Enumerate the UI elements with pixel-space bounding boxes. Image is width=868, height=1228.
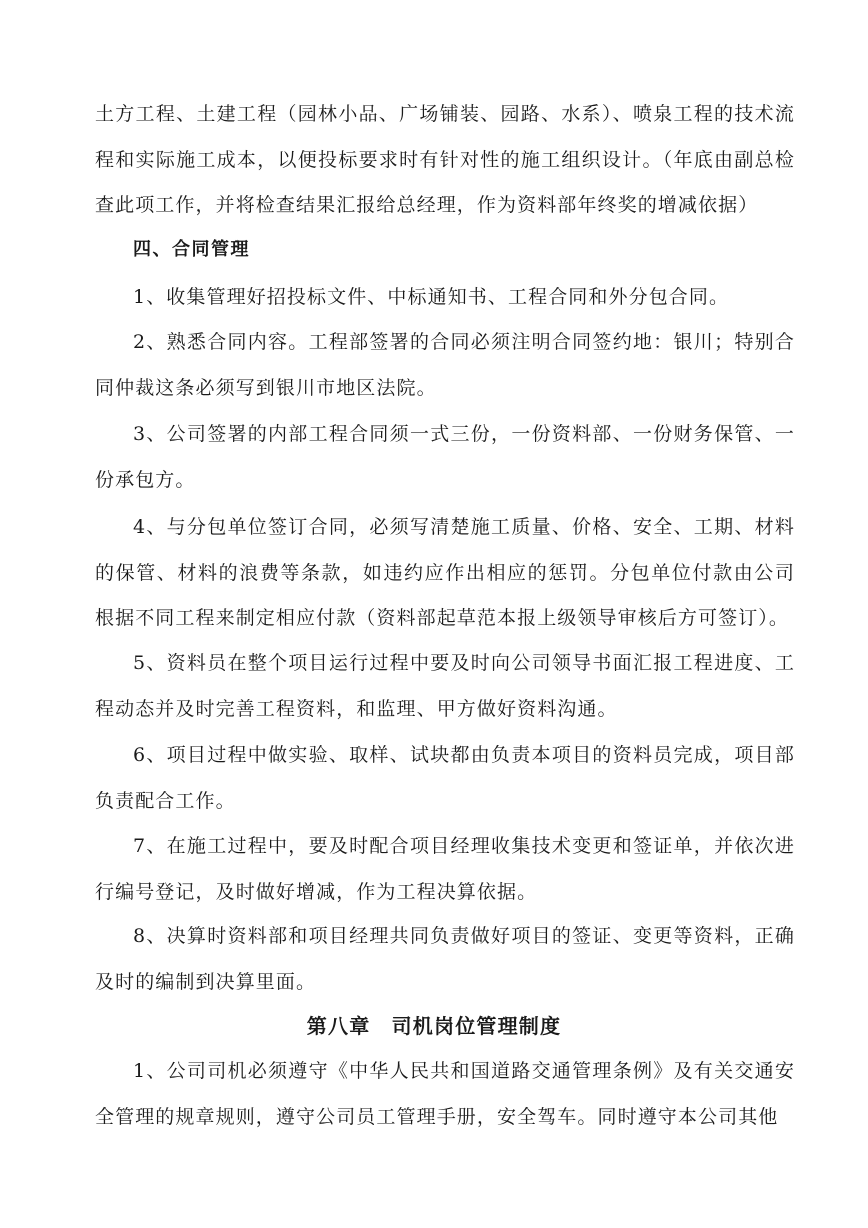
contract-item-8: 8、决算时资料部和项目经理共同负责做好项目的签证、变更等资料，正确及时的编制到决算里面。: [95, 925, 795, 993]
contract-item-2: 2、熟悉合同内容。工程部签署的合同必须注明合同签约地：银川；特别合同仲裁这条必须写到银川市地区法院。: [95, 331, 795, 399]
contract-item-3: 3、公司签署的内部工程合同须一式三份，一份资料部、一份财务保管、一份承包方。: [95, 423, 795, 491]
driver-item-1: 1、公司司机必须遵守《中华人民共和国道路交通管理条例》及有关交通安全管理的规章规则，遵守公司员工管理手册，安全驾车。同时遵守本公司其他: [95, 1060, 795, 1128]
contract-item-6: 6、项目过程中做实验、取样、试块都由负责本项目的资料员完成，项目部负责配合工作。: [95, 744, 795, 812]
contract-item-4: 4、与分包单位签订合同，必须写清楚施工质量、价格、安全、工期、材料的保管、材料的浪费等条款，如违约应作出相应的惩罚。分包单位付款由公司根据不同工程来制定相应付款（资料部起草范本报上级领导审核后方可签订）。: [95, 516, 795, 629]
section-heading-contract-management: 四、合同管理: [133, 239, 250, 260]
chapter-heading-driver-management: 第八章 司机岗位管理制度: [306, 1014, 562, 1038]
contract-item-5: 5、资料员在整个项目运行过程中要及时向公司领导书面汇报工程进度、工程动态并及时完善工程资料，和监理、甲方做好资料沟通。: [95, 652, 795, 720]
intro-paragraph: 土方工程、土建工程（园林小品、广场铺装、园路、水系）、喷泉工程的技术流程和实际施工成本，以便投标要求时有针对性的施工组织设计。（年底由副总检查此项工作，并将检查结果汇报给总经理，作为资料部年终奖的增减依据）: [95, 103, 795, 216]
contract-item-1: 1、收集管理好招投标文件、中标通知书、工程合同和外分包合同。: [133, 286, 730, 308]
contract-item-7: 7、在施工过程中，要及时配合项目经理收集技术变更和签证单，并依次进行编号登记，及时做好增减，作为工程决算依据。: [95, 835, 795, 903]
